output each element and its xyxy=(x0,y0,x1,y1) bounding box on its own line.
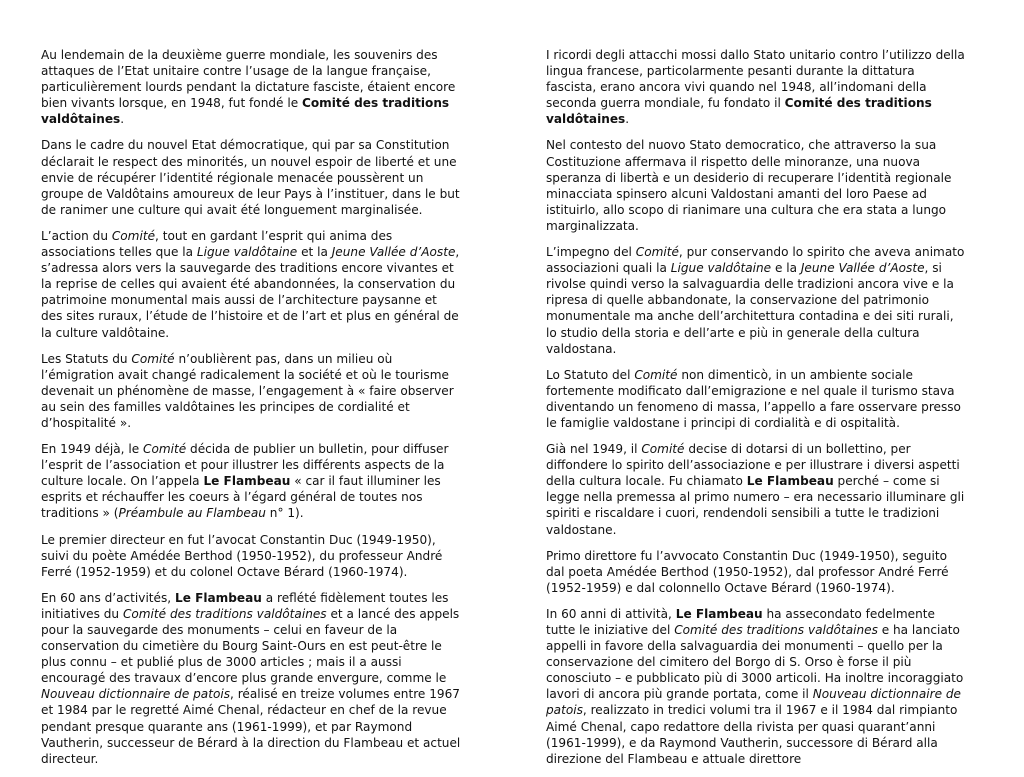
fr-paragraph-1: Au lendemain de la deuxième guerre mondiale, les souvenirs des attaques de l’Etat unitaire contre l’usage de la langue française, particulièrement lourds pendant la dictature fasciste, étaient encore bien vivants lorsque, en 1948, fut fondé le Comité des traditions valdôtaines. xyxy=(41,48,456,127)
it-paragraph-1: I ricordi degli attacchi mossi dallo Stato unitario contro l’utilizzo della lingua francese, particolarmente pesanti durante la dittatura fascista, erano ancora vivi quando nel 1948, all’indomani della seconda guerra mondiale, fu fondato il Comité des traditions valdôtaines. xyxy=(546,48,965,127)
flambeau-name: Le Flambeau xyxy=(203,474,291,489)
it-paragraph-2: Nel contesto del nuovo Stato democratico, che attraverso la sua Costituzione affermava il rispetto delle minoranze, una nuova speranza di libertà e un desiderio di recuperare l’identità regionale minacciata spinsero alcuni Valdostani amanti del loro Paese ad istituirlo, allo scopo di rianimare una cultura che era stata a lungo marginalizzata. xyxy=(546,138,952,233)
it-paragraph-5: Già nel 1949, il Comité decise di dotarsi di un bollettino, per diffondere lo spirito dell’associazione e per illustrare i diversi aspetti della cultura locale. Fu chiamato Le Flambeau perché – come si legge nella premessa al primo numero – era necessario illuminare gli spiriti e riscaldare i cuori, rendendoli sensibili a tutte le tradizioni valdostane. xyxy=(546,442,965,537)
french-column xyxy=(41,47,461,777)
fr-paragraph-3: L’action du Comité, tout en gardant l’esprit qui anima des associations telles que la Ligue valdôtaine et la Jeune Vallée d’Aoste, s’adressa alors vers la sauvegarde des traditions encore vivantes et la reprise de celles qui avaient été abandonnées, la conservation du patrimoine monumental mais aussi de l’architecture paysanne et des sites ruraux, l’étude de l’histoire et de l’art et plus en général de la culture valdôtaine. xyxy=(41,228,460,340)
flambeau-name: Le Flambeau xyxy=(174,590,262,605)
it-paragraph-6: Primo direttore fu l’avvocato Constantin Duc (1949-1950), seguito dal poeta Amédée Berthod (1950-1952), dal professor André Ferré (1952-1959) e dal colonnello Octave Bérard (1960-1974). xyxy=(546,548,949,595)
it-paragraph-4: Lo Statuto del Comité non dimenticò, in un ambiente sociale fortemente modificato dall’emigrazione e nel quale il turismo stava diventando un fenomeno di massa, l’appello a fare osservare presso le famiglie valdostane i principi di cordialità e di ospitalità. xyxy=(546,367,961,430)
it-paragraph-3: L’impegno del Comité, pur conservando lo spirito che aveva animato associazioni quali la Ligue valdôtaine e la Jeune Vallée d’Aoste, si rivolse quindi verso la salvaguardia delle tradizioni ancora vive e la ripresa di quelle abbandonate, la conservazione del patrimonio monumentale ma anche dell’architettura contadina e dei siti rurali, lo studio della storia e dell’arte e più in generale della cultura valdostana. xyxy=(546,245,965,356)
fr-paragraph-7: En 60 ans d’activités, Le Flambeau a reflété fidèlement toutes les initiatives du Comité des traditions valdôtaines et a lancé des appels pour la sauvegarde des monuments – celui en faveur de la conservation du cimetière du Bourg Saint-Ours en est peut-être le plus connu – et publié plus de 3000 articles ; mais il a aussi encouragé des travaux d’encore plus grande envergure, comme le Nouveau dictionnaire de patois, réalisé en treize volumes entre 1967 et 1984 par le regretté Aimé Chenal, rédacteur en chef de la revue pendant presque quarante ans (1961-1999), et par Raymond Vautherin, successeur de Bérard à la direction du Flambeau et actuel directeur. xyxy=(41,590,461,766)
flambeau-name: Le Flambeau xyxy=(675,606,763,621)
comite-name: Comité des traditions valdôtaines xyxy=(546,96,932,127)
italian-column xyxy=(546,47,966,777)
comite-name: Comité des traditions valdôtaines xyxy=(41,96,450,127)
it-paragraph-7: In 60 anni di attività, Le Flambeau ha assecondato fedelmente tutte le iniziative del Comité des traditions valdôtaines e ha lanciato appelli in favore della salvaguardia dei monumenti – quello per la conservazione del cimitero del Borgo di S. Orso è forse il più conosciuto – e pubblicato più di 3000 articoli. Ha inoltre incoraggiato lavori di ancora più grande portata, come il Nouveau dictionnaire de patois, realizzato in tredici volumi tra il 1967 e il 1984 dal rimpianto Aimé Chenal, capo redattore della rivista per quasi quarant’anni (1961-1999), e da Raymond Vautherin, successore di Bérard alla direzione del Flambeau e attuale direttore xyxy=(546,606,964,766)
fr-paragraph-5: En 1949 déjà, le Comité décida de publier un bulletin, pour diffuser l’esprit de l’association et pour illustrer les différents aspects de la culture locale. On l’appela Le Flambeau « car il faut illuminer les esprits et réchauffer les coeurs à l’égard général de toutes nos traditions » (Préambule au Flambeau n° 1). xyxy=(41,442,449,521)
fr-paragraph-2: Dans le cadre du nouvel Etat démocratique, qui par sa Constitution déclarait le respect des minorités, un nouvel espoir de liberté et une envie de récupérer l’identité régionale menacée poussèrent un groupe de Valdôtains amoureux de leur Pays à l’instituer, dans le but de ranimer une culture qui avait été longuement marginalisée. xyxy=(41,138,460,217)
fr-paragraph-4: Les Statuts du Comité n’oublièrent pas, dans un milieu où l’émigration avait changé radicalement la société et où le tourisme devenait un phénomène de masse, l’engagement à « faire observer au sein des familles valdôtaines les principes de cordialité et d’hospitalité ». xyxy=(41,351,454,430)
flambeau-name: Le Flambeau xyxy=(746,474,834,489)
fr-paragraph-6: Le premier directeur en fut l’avocat Constantin Duc (1949-1950), suivi du poète Amédée Berthod (1950-1952), du professeur André Ferré (1952-1959) et du colonel Octave Bérard (1960-1974). xyxy=(41,532,443,579)
